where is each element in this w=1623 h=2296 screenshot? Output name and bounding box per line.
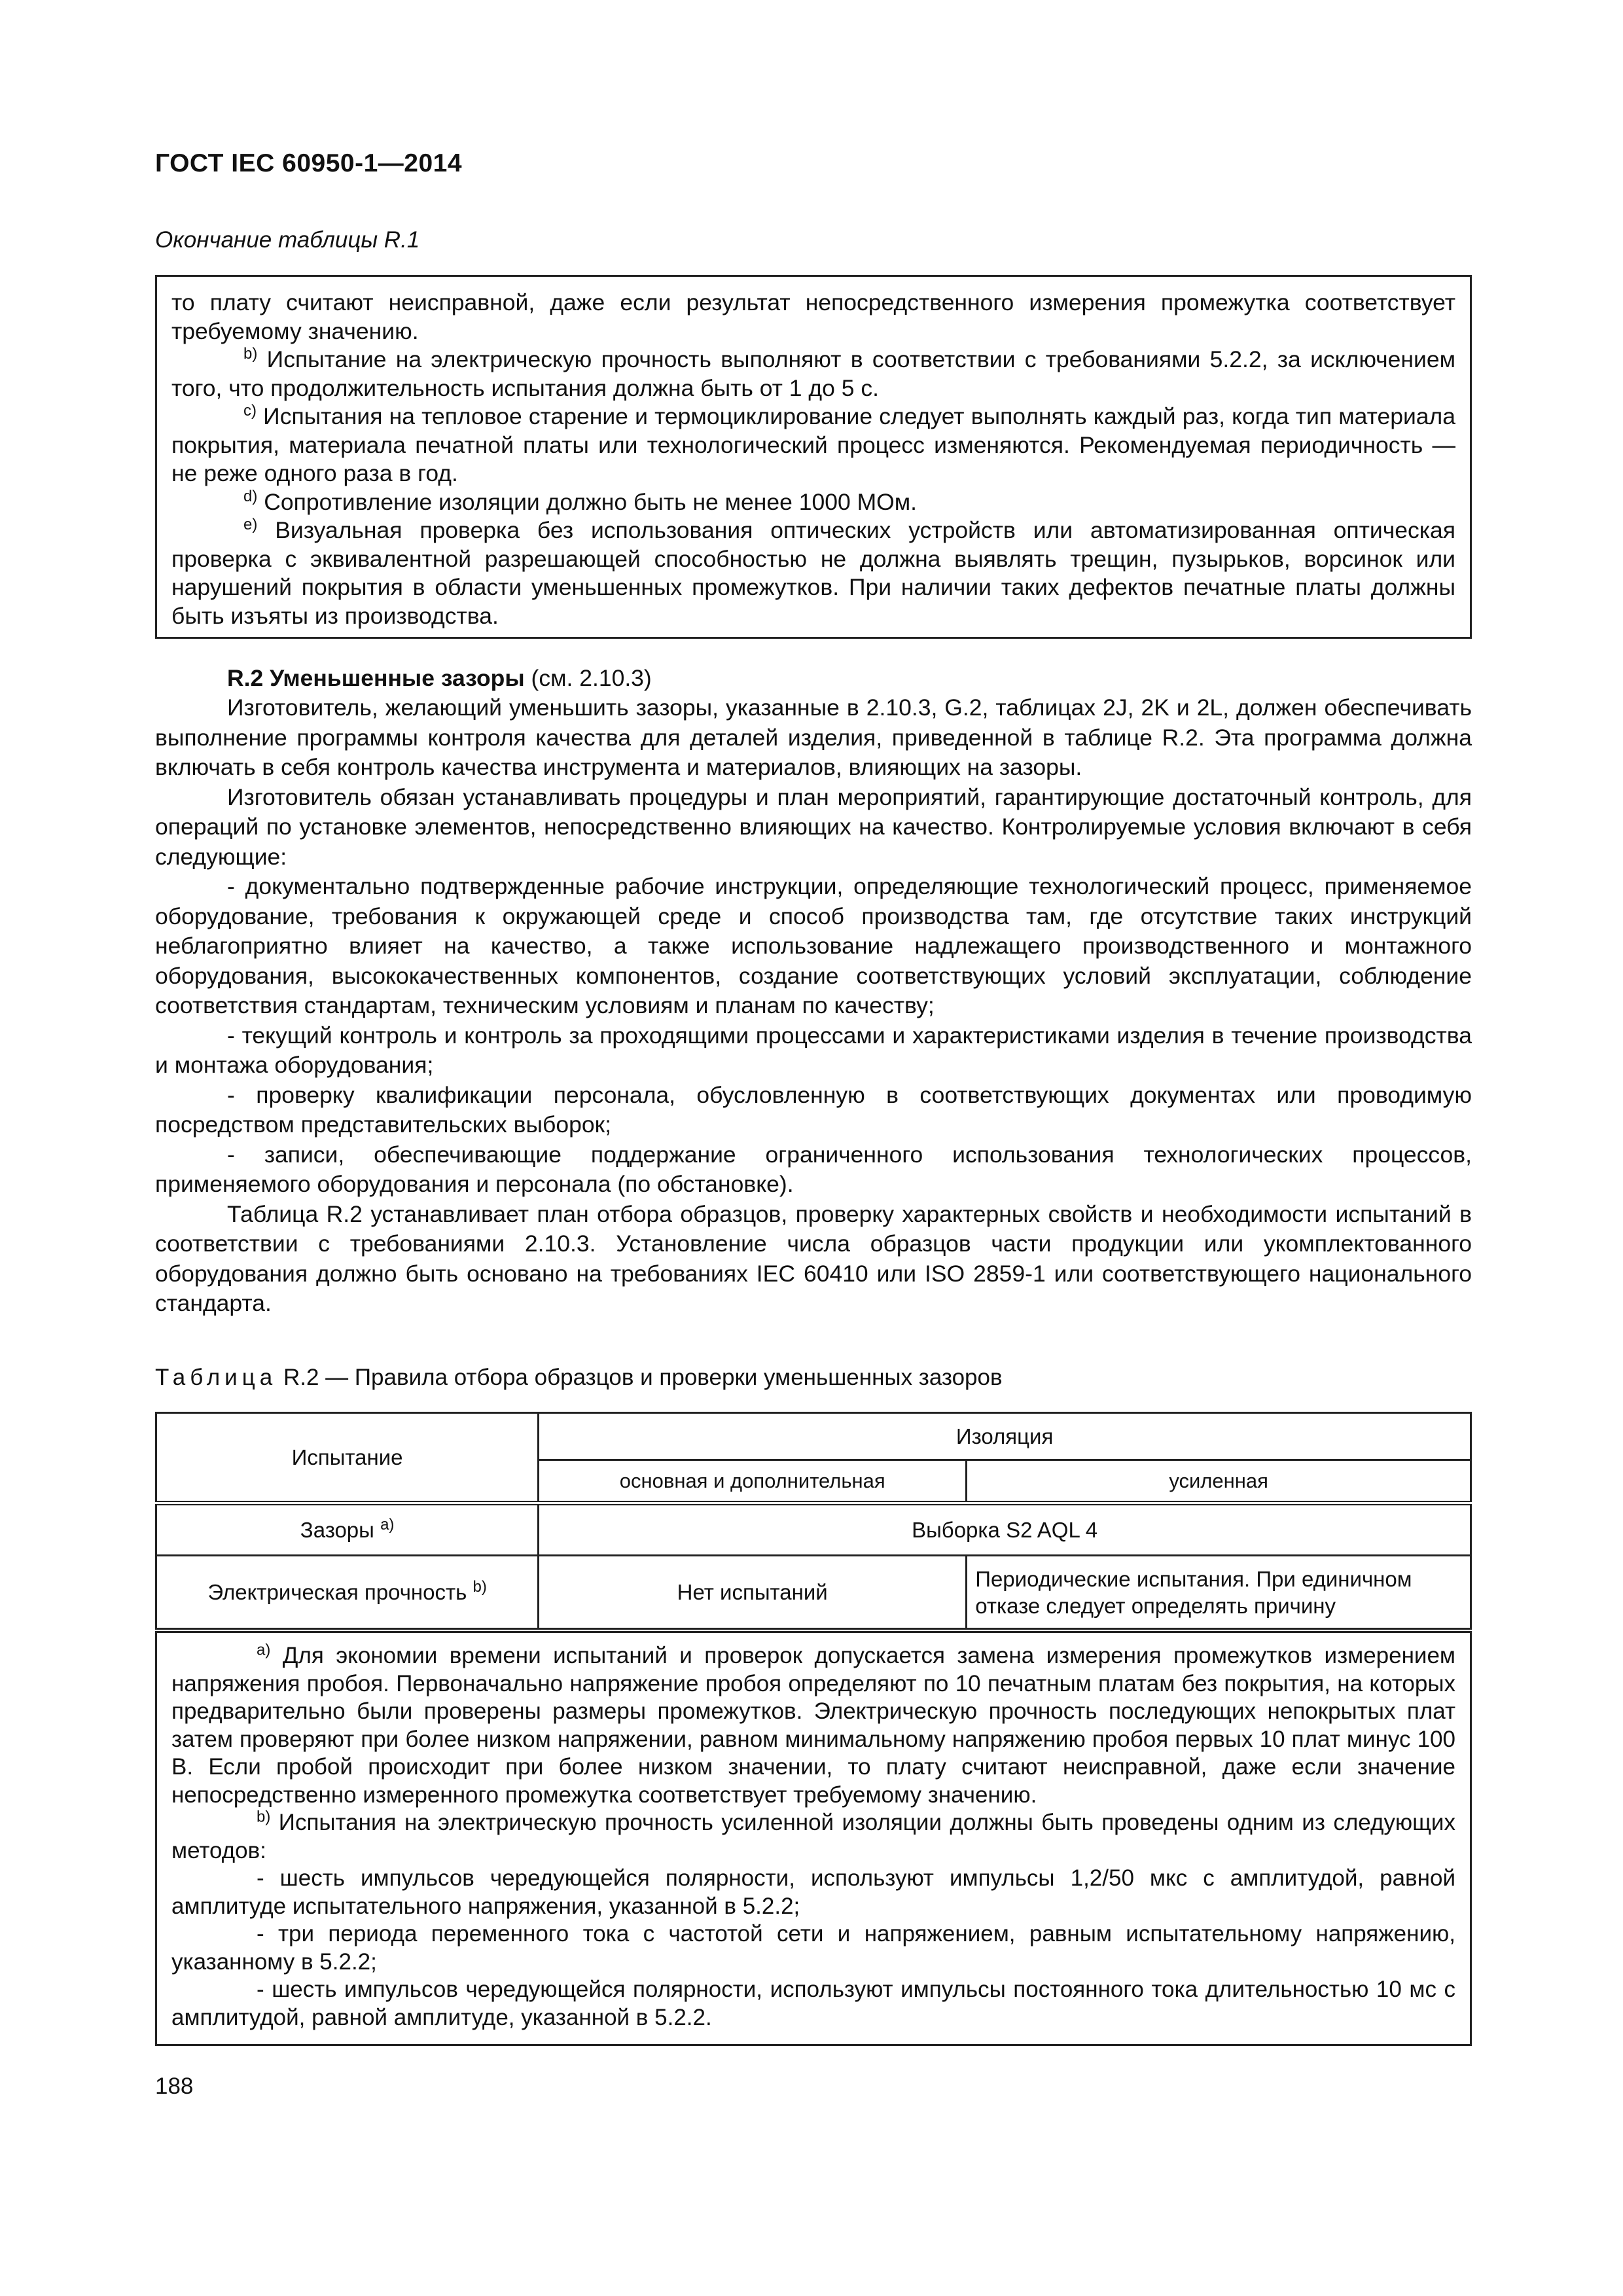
footnote-b-mark: b) <box>257 1808 271 1826</box>
header-test: Испытание <box>156 1413 539 1503</box>
header-basic: основная и дополнительная <box>539 1460 967 1503</box>
note-e <box>171 516 1455 630</box>
section-title-bold: R.2 Уменьшенные зазоры <box>227 665 525 691</box>
list-item-4: - записи, обеспечивающие поддержание ограниченного использования технологических процессов, применяемого оборудования и персонала (по обстановке). <box>155 1141 1472 1197</box>
note-d-text: Сопротивление изоляции должно быть не менее 1000 МОм. <box>264 488 918 515</box>
header-reinforced: усиленная <box>967 1460 1471 1503</box>
note-e-mark: e) <box>243 516 258 534</box>
footnote-b-text: Испытания на электрическую прочность усиленной изоляции должны быть проведены одним из следующих методов: <box>171 1810 1455 1863</box>
note-c <box>171 403 1455 488</box>
section-paragraph-1: Изготовитель, желающий уменьшить зазоры, указанные в 2.10.3, G.2, таблицах 2J, 2K и 2L, должен обеспечивать выполнение программы контроля качества для деталей изделия, приведенной в таблице R.2. Эта программа должна включать в себя контроль качества инструмента и материалов, влияющих на зазоры. <box>155 694 1472 780</box>
cell-electric-strength-mark: b) <box>473 1577 487 1596</box>
list-item-3: - проверку квалификации персонала, обусловленную в соответствующих документах или проводимую посредством представительских выборок; <box>155 1081 1472 1138</box>
section-r2 <box>155 663 1472 1319</box>
page-number: 188 <box>155 2073 194 2099</box>
note-e-text: Визуальная проверка без использования оптических устройств или автоматизированная оптическая проверка с эквивалентной разрешающей способностью не должна выявлять трещин, пузырьков, ворсинок или нарушений покрытия в области уменьшенных промежутков. При наличии таких дефектов печатные платы должны быть изъяты из производства. <box>171 517 1455 629</box>
note-d <box>171 488 1455 517</box>
note-c-mark: c) <box>243 402 257 420</box>
footnote-method-2: - три периода переменного тока с частотой сети и напряжением, равным испытательному напряжению, указанному в 5.2.2; <box>171 1921 1455 1975</box>
list-item-2: - текущий контроль и контроль за проходящими процессами и характеристиками изделия в течение производства и монтажа оборудования; <box>155 1022 1472 1078</box>
note-b-mark: b) <box>243 345 258 363</box>
cell-no-tests: Нет испытаний <box>539 1556 967 1629</box>
table-row <box>156 1503 1471 1556</box>
table-caption-word: Таблица <box>155 1365 277 1390</box>
note-b-text: Испытание на электрическую прочность выполняют в соответствии с требованиями 5.2.2, за исключением того, что продолжительность испытания должна быть от 1 до 5 с. <box>171 346 1455 401</box>
table-r2-caption <box>155 1365 1003 1391</box>
table-r1-notes-box <box>155 275 1472 639</box>
table-header-row <box>156 1413 1471 1460</box>
footnote-method-1: - шесть импульсов чередующейся полярности, используют импульсы 1,2/50 мкс с амплитудой, равной амплитуде испытательного напряжения, указанной в 5.2.2; <box>171 1865 1455 1919</box>
header-insulation: Изоляция <box>539 1413 1471 1460</box>
table-caption-rest: R.2 — Правила отбора образцов и проверки уменьшенных зазоров <box>283 1365 1003 1390</box>
cell-clearances <box>156 1503 539 1556</box>
table-continuation-label: Окончание таблицы R.1 <box>155 227 420 253</box>
list-item-1: - документально подтвержденные рабочие инструкции, определяющие технологический процесс, применяемое оборудование, требования к окружающей среде и способ производства там, где отсутствие таких инструкций неблагоприятно влияет на качество, а также использование надлежащего производственного и монтажного оборудования, высококачественных компонентов, создание соответствующих условий эксплуатации, соблюдение соответствия стандартам, техническим условиям и планам по качеству; <box>155 873 1472 1018</box>
standard-header: ГОСТ IEC 60950-1—2014 <box>155 149 463 177</box>
footnote-a-text: Для экономии времени испытаний и проверок допускается замена измерения промежутков измерением напряжения пробоя. Первоначально напряжение пробоя определяют по 10 печатным платам без покрытия, на которых предварительно были проверены размеры промежутков. Электрическую прочность последующих непокрытых плат затем проверяют при более низком напряжении, равном минимальному напряжению пробоя первых 10 плат минус 100 В. Если пробой происходит при более низком значении, то плату считают неисправной, даже если значение непосредственно измеренного промежутка соответствует требуемому значению. <box>171 1643 1455 1808</box>
table-r2-notes-box <box>155 1631 1472 2046</box>
footnote-method-3: - шесть импульсов чередующейся полярности, используют импульсы постоянного тока длительностью 10 мс с амплитудой, равной амплитуде, указанной в 5.2.2. <box>171 1977 1455 2030</box>
note-lead: то плату считают неисправной, даже если результат непосредственного измерения промежутка соответствует требуемому значению. <box>171 289 1455 344</box>
footnote-a-mark: a) <box>257 1641 271 1659</box>
cell-electric-strength-text: Электрическая прочность <box>207 1579 467 1604</box>
cell-clearances-text: Зазоры <box>300 1517 374 1542</box>
note-d-mark: d) <box>243 487 258 505</box>
section-paragraph-3: Таблица R.2 устанавливает план отбора образцов, проверку характерных свойств и необходимости испытаний в соответствии с требованиями 2.10.3. Установление числа образцов части продукции или укомплектованного оборудования должно быть основано на требованиях IEC 60410 или ISO 2859-1 или соответствующего национального стандарта. <box>155 1200 1472 1316</box>
section-paragraph-2: Изготовитель обязан устанавливать процедуры и план мероприятий, гарантирующие достаточный контроль, для операций по установке элементов, непосредственно влияющих на качество. Контролируемые условия включают в себя следующие: <box>155 783 1472 870</box>
note-b <box>171 346 1455 403</box>
cell-clearances-mark: a) <box>380 1515 395 1534</box>
cell-electric-strength <box>156 1556 539 1629</box>
note-c-text: Испытания на тепловое старение и термоциклирование следует выполнять каждый раз, когда тип материала покрытия, материала печатной платы или технологический процесс изменяются. Рекомендуемая периодичность — не реже одного раза в год. <box>171 403 1455 486</box>
footnote-a <box>171 1642 1455 1809</box>
cell-periodic-tests: Периодические испытания. При единичном отказе следует определять причину <box>967 1556 1471 1629</box>
footnote-b <box>171 1809 1455 1865</box>
table-row <box>156 1556 1471 1629</box>
section-title <box>155 663 1472 693</box>
table-r2 <box>155 1412 1472 1630</box>
cell-sample: Выборка S2 AQL 4 <box>539 1503 1471 1556</box>
section-title-ref: (см. 2.10.3) <box>531 665 652 691</box>
